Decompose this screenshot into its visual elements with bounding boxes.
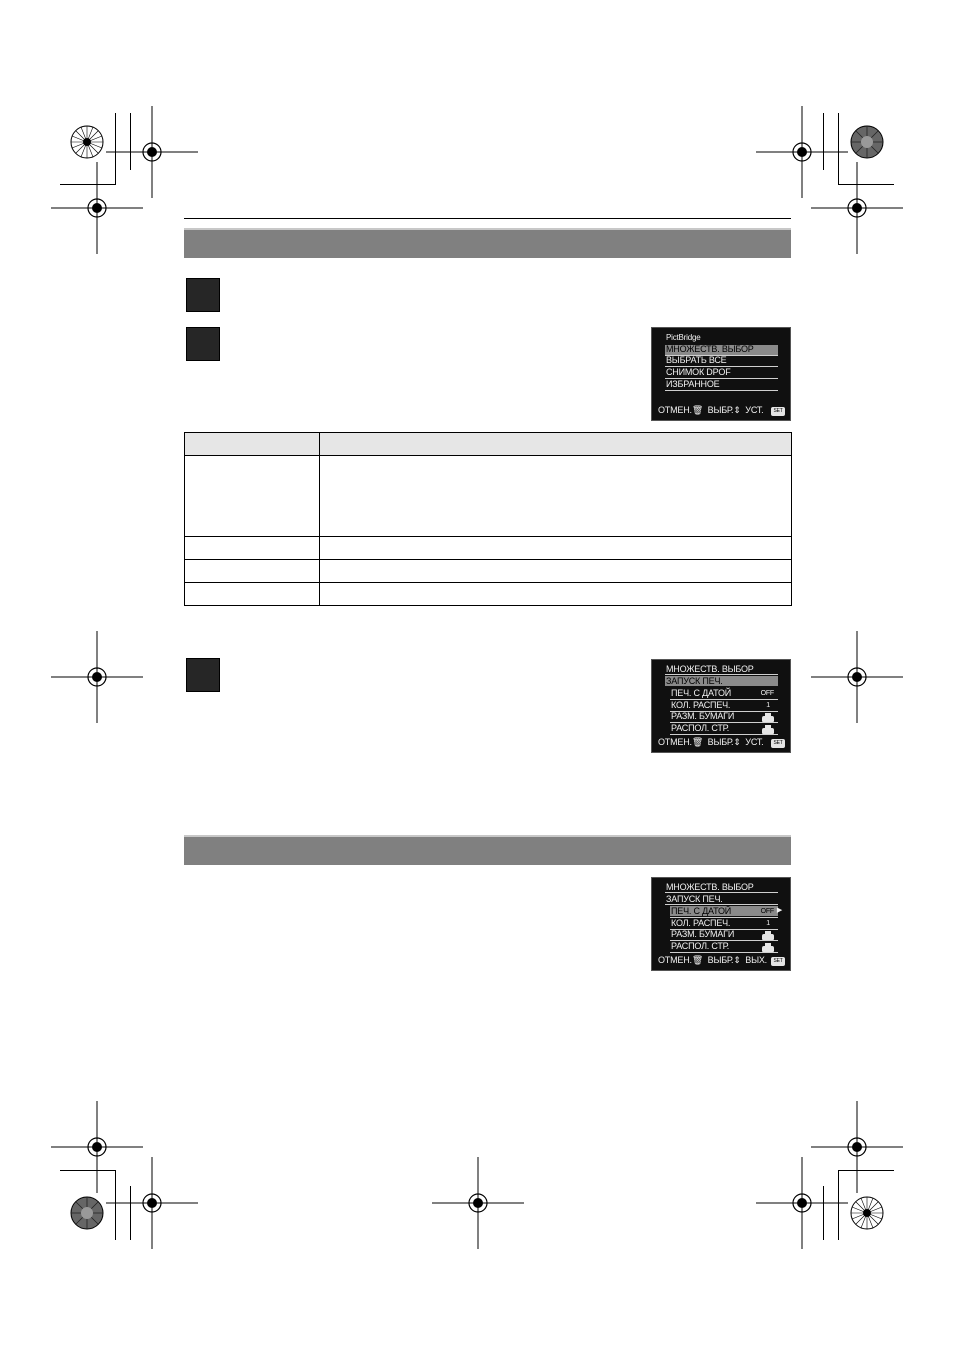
set-badge: SET <box>771 957 785 966</box>
set-badge: SET <box>771 407 785 416</box>
step-marker-2 <box>186 327 220 361</box>
setting-date-print-value: OFF <box>760 690 774 697</box>
menu-item-favorites[interactable]: ИЗБРАННОЕ <box>666 379 720 389</box>
exit-label: ВЫХ. <box>745 955 767 965</box>
select-label: ВЫБР. <box>707 737 734 747</box>
setting-print-count-value: 1 <box>766 702 770 709</box>
camera-screen-date-print <box>651 877 791 971</box>
select-label: ВЫБР. <box>707 405 734 415</box>
setting-date-print[interactable]: ПЕЧ. С ДАТОЙ <box>671 688 732 698</box>
table-row <box>185 560 792 583</box>
setting-page-layout[interactable]: РАСПОЛ. СТР. <box>671 941 730 951</box>
screen-footer <box>658 737 763 748</box>
screen-title: PictBridge <box>666 333 701 342</box>
camera-screen-pictbridge <box>651 327 791 421</box>
camera-screen-print-start <box>651 659 791 753</box>
table-row <box>185 537 792 560</box>
table-cell <box>320 583 792 606</box>
menu-item-dpof[interactable]: СНИМОК DPOF <box>666 367 731 377</box>
menu-item-multi-select[interactable]: МНОЖЕСТВ. ВЫБОР <box>666 344 754 354</box>
table-header-cell <box>320 433 792 456</box>
options-table <box>184 432 792 606</box>
set-badge: SET <box>771 739 785 748</box>
updown-icon: ⇕ <box>733 955 741 965</box>
table-cell <box>320 560 792 583</box>
section-bar-2 <box>184 835 791 865</box>
table-cell <box>320 537 792 560</box>
setting-page-layout[interactable]: РАСПОЛ. СТР. <box>671 723 730 733</box>
set-label: УСТ. <box>745 405 764 415</box>
setting-print-count-value: 1 <box>766 920 770 927</box>
print-start-item[interactable]: ЗАПУСК ПЕЧ. <box>666 894 723 904</box>
table-row <box>185 583 792 606</box>
updown-icon: ⇕ <box>733 737 741 747</box>
right-arrow-icon: ▶ <box>776 907 782 914</box>
select-label: ВЫБР. <box>707 955 734 965</box>
setting-paper-size[interactable]: РАЗМ. БУМАГИ <box>671 929 735 939</box>
setting-paper-size[interactable]: РАЗМ. БУМАГИ <box>671 711 735 721</box>
table-header-cell <box>185 433 320 456</box>
setting-print-count[interactable]: КОЛ. РАСПЕЧ. <box>671 918 731 928</box>
screen-title: МНОЖЕСТВ. ВЫБОР <box>666 664 754 674</box>
cancel-label: ОТМЕН. <box>658 955 692 965</box>
print-start-item[interactable]: ЗАПУСК ПЕЧ. <box>666 676 723 686</box>
table-cell <box>185 537 320 560</box>
setting-date-print[interactable]: ПЕЧ. С ДАТОЙ <box>671 906 732 916</box>
screen-title: МНОЖЕСТВ. ВЫБОР <box>666 882 754 892</box>
menu-item-select-all[interactable]: ВЫБРАТЬ ВСЕ <box>666 355 727 365</box>
trash-icon: 🗑︎ <box>691 405 704 415</box>
step-marker-1 <box>186 278 220 312</box>
header-rule <box>184 218 791 219</box>
table-header-row <box>185 433 792 456</box>
table-cell <box>320 456 792 537</box>
screen-footer <box>658 405 763 416</box>
section-bar-1 <box>184 228 791 258</box>
trash-icon: 🗑︎ <box>691 737 704 747</box>
table-cell <box>185 456 320 537</box>
step-marker-3 <box>186 658 220 692</box>
table-cell <box>185 583 320 606</box>
setting-date-print-value: OFF <box>760 908 774 915</box>
setting-print-count[interactable]: КОЛ. РАСПЕЧ. <box>671 700 731 710</box>
cancel-label: ОТМЕН. <box>658 405 692 415</box>
updown-icon: ⇕ <box>733 405 741 415</box>
table-cell <box>185 560 320 583</box>
trash-icon: 🗑︎ <box>691 955 704 965</box>
table-row <box>185 456 792 537</box>
cancel-label: ОТМЕН. <box>658 737 692 747</box>
screen-footer <box>658 955 767 966</box>
set-label: УСТ. <box>745 737 764 747</box>
